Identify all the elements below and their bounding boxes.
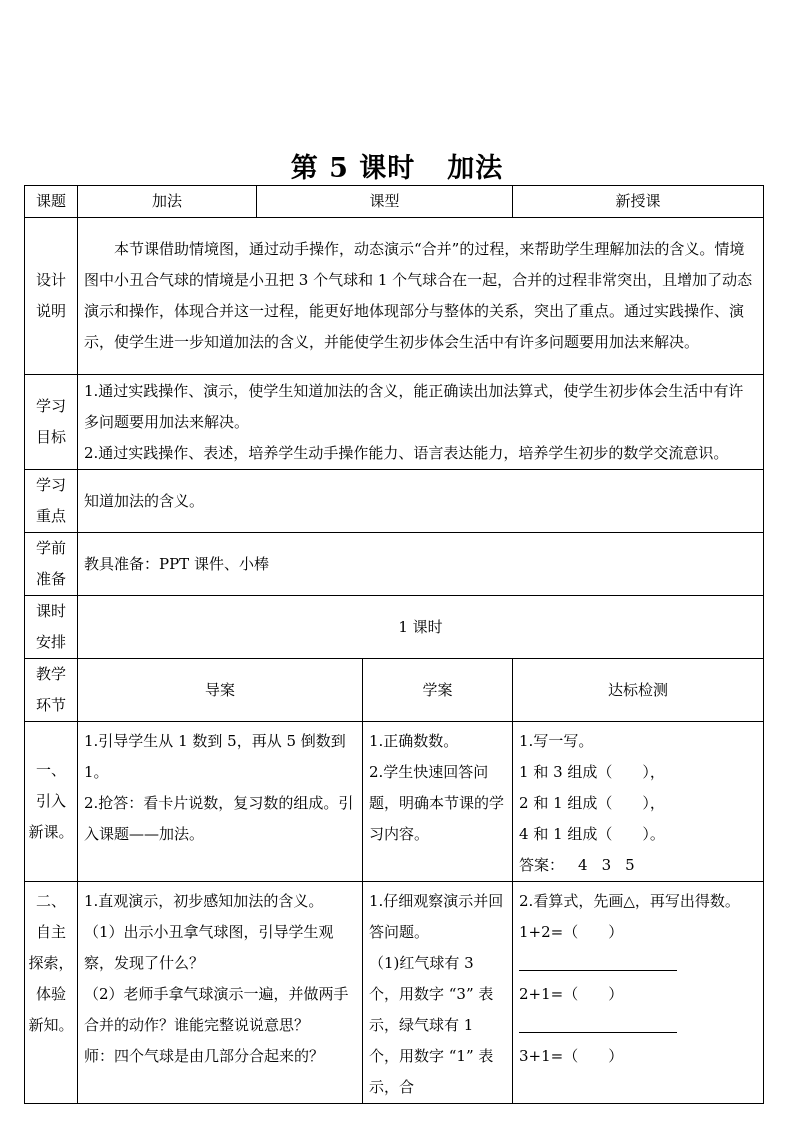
page-title: [0, 146, 794, 185]
section1-guide: 1.引导学生从 1 数到 5，再从 5 倒数到 1。 2.抢答：看卡片说数，复习数的组成。引入课题——加法。: [78, 722, 363, 882]
topic-row: [25, 186, 764, 218]
focus-row: [25, 470, 764, 533]
goal-item: 1.通过实践操作、演示，使学生知道加法的含义，能正确读出加法算式，使学生初步体会生活中有许多问题要用加法来解决。: [84, 381, 744, 431]
section2-label: 二、 自主 探索， 体验 新知。: [25, 882, 78, 1104]
section1-check: 1.写一写。 1 和 3 组成（ ）， 2 和 1 组成（ ）， 4 和 1 组成（ ）。 答案： 4 3 5: [513, 722, 764, 882]
time-label: 课时 安排: [25, 596, 78, 659]
design-label: 设计 说明: [25, 218, 78, 375]
goals-row: [25, 375, 764, 470]
topic-label: 课题: [25, 186, 78, 218]
section1-row: [25, 722, 764, 882]
type-value: 新授课: [513, 186, 764, 218]
prep-text: 教具准备：PPT 课件、小棒: [78, 533, 764, 596]
lesson-number: 第 5 课时: [290, 153, 416, 184]
lesson-plan-table: [24, 185, 764, 1104]
section1-label: 一、 引入 新课。: [25, 722, 78, 882]
check-header: 达标检测: [513, 659, 764, 722]
drawing-line[interactable]: [519, 1010, 677, 1033]
drawing-line[interactable]: [519, 948, 677, 971]
study-header: 学案: [363, 659, 513, 722]
time-row: [25, 596, 764, 659]
guide-header: 导案: [78, 659, 363, 722]
design-row: [25, 218, 764, 375]
lesson-name: 加法: [447, 153, 504, 184]
section2-check: 2.看算式，先画△，再写出得数。 1+2=（ ） 2+1=（ ） 3+1=（ ）: [513, 882, 764, 1104]
header-label: 教学 环节: [25, 659, 78, 722]
topic-value: 加法: [78, 186, 257, 218]
goal-item: 2.通过实践操作、表述，培养学生动手操作能力、语言表达能力，培养学生初步的数学交流意识。: [84, 443, 729, 462]
goals-label: 学习 目标: [25, 375, 78, 470]
answer-line: 答案： 4 3 5: [519, 856, 635, 874]
prep-row: [25, 533, 764, 596]
design-text: 本节课借助情境图，通过动手操作，动态演示“合并”的过程，来帮助学生理解加法的含义。情境图中小丑合气球的情境是小丑把 3 个气球和 1 个气球合在一起，合并的过程非常突出，且增加了动态演示和操作，体现合并这一过程，能更好地体现部分与整体的关系，突出了重点。通过实践操作、演示，使学生进一步知道加法的含义，并能使学生初步体会生活中有许多问题要用加法来解决。: [78, 218, 764, 375]
goals-text: [78, 375, 764, 470]
header-row: [25, 659, 764, 722]
section2-row: [25, 882, 764, 1104]
section2-guide: 1.直观演示，初步感知加法的含义。 （1）出示小丑拿气球图，引导学生观察，发现了什么？ （2）老师手拿气球演示一遍，并做两手合并的动作？谁能完整说说意思？ 师：四个气球是由几部分合起来的？: [78, 882, 363, 1104]
type-label: 课型: [257, 186, 513, 218]
section2-study: 1.仔细观察演示并回答问题。 （1)红气球有 3 个，用数字 “3” 表示，绿气球有 1 个，用数字 “1” 表示，合: [363, 882, 513, 1104]
section1-study: 1.正确数数。 2.学生快速回答问题，明确本节课的学习内容。: [363, 722, 513, 882]
time-text: 1 课时: [78, 596, 764, 659]
focus-label: 学习 重点: [25, 470, 78, 533]
focus-text: 知道加法的含义。: [78, 470, 764, 533]
prep-label: 学前 准备: [25, 533, 78, 596]
